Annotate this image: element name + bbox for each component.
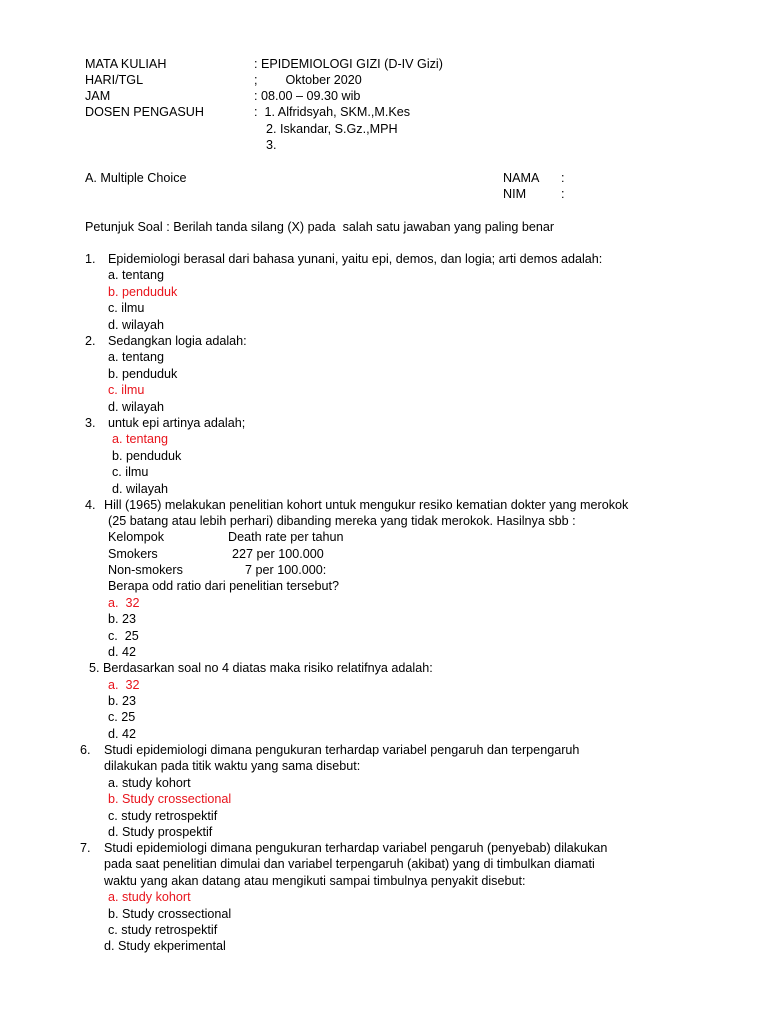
q6-option-c: c. study retrospektif bbox=[108, 809, 218, 823]
q4-table-r1c1: Smokers bbox=[108, 547, 158, 561]
q4-table-r1c2: 227 per 100.000 bbox=[232, 547, 324, 561]
q6-option-d: d. Study prospektif bbox=[108, 825, 213, 839]
q2-option-d: d. wilayah bbox=[108, 400, 165, 414]
q6-text-line1: Studi epidemiologi dimana pengukuran terhardap variabel pengaruh dan terpengaruh bbox=[104, 743, 580, 757]
q2-option-a: a. tentang bbox=[108, 350, 165, 364]
q1-number: 1. bbox=[85, 252, 96, 266]
q6-text-line2: dilakukan pada titik waktu yang sama disebut: bbox=[104, 759, 361, 773]
q2-text: Sedangkan logia adalah: bbox=[108, 334, 247, 348]
q4-option-a: a. 32 bbox=[108, 596, 140, 610]
q5-option-c: c. 25 bbox=[108, 710, 136, 724]
q3-option-d: d. wilayah bbox=[112, 482, 169, 496]
q4-table-r2c1: Non-smokers bbox=[108, 563, 183, 577]
q7-number: 7. bbox=[80, 841, 91, 855]
q6-option-a: a. study kohort bbox=[108, 776, 191, 790]
q5-option-a: a. 32 bbox=[108, 678, 140, 692]
q5-option-b: b. 23 bbox=[108, 694, 137, 708]
q1-text: Epidemiologi berasal dari bahasa yunani, yaitu epi, demos, dan logia; arti demos adalah: bbox=[108, 252, 603, 266]
mata-kuliah-label: MATA KULIAH bbox=[85, 57, 167, 71]
q4-option-d: d. 42 bbox=[108, 645, 137, 659]
q5-text: 5. Berdasarkan soal no 4 diatas maka risiko relatifnya adalah: bbox=[89, 661, 433, 675]
nim-label: NIM bbox=[503, 187, 527, 201]
q7-option-c: c. study retrospektif bbox=[108, 923, 218, 937]
q4-table-col1: Kelompok bbox=[108, 530, 165, 544]
q2-option-c: c. ilmu bbox=[108, 383, 145, 397]
q4-question: Berapa odd ratio dari penelitian tersebut? bbox=[108, 579, 340, 593]
q2-number: 2. bbox=[85, 334, 96, 348]
q7-text-line2: pada saat penelitian dimulai dan variabel terpengaruh (akibat) yang di timbulkan diamati bbox=[104, 857, 595, 871]
q7-text-line1: Studi epidemiologi dimana pengukuran terhardap variabel pengaruh (penyebab) dilakukan bbox=[104, 841, 608, 855]
q1-option-a: a. tentang bbox=[108, 268, 165, 282]
q1-option-b: b. penduduk bbox=[108, 285, 178, 299]
dosen-2: 2. Iskandar, S.Gz.,MPH bbox=[266, 122, 398, 136]
section-title: A. Multiple Choice bbox=[85, 171, 187, 185]
q1-option-d: d. wilayah bbox=[108, 318, 165, 332]
q4-number: 4. bbox=[85, 498, 96, 512]
hari-label: HARI/TGL bbox=[85, 73, 144, 87]
dosen-label: DOSEN PENGASUH bbox=[85, 105, 204, 119]
q3-option-c: c. ilmu bbox=[112, 465, 149, 479]
q4-text-line1: Hill (1965) melakukan penelitian kohort untuk mengukur resiko kematian dokter yang merokok bbox=[104, 498, 629, 512]
mata-kuliah-value: : EPIDEMIOLOGI GIZI (D-IV Gizi) bbox=[254, 57, 443, 71]
q6-option-b: b. Study crossectional bbox=[108, 792, 232, 806]
nama-label: NAMA bbox=[503, 171, 540, 185]
q7-text-line3: waktu yang akan datang atau mengikuti sampai timbulnya penyakit disebut: bbox=[104, 874, 526, 888]
q2-option-b: b. penduduk bbox=[108, 367, 178, 381]
nim-colon: : bbox=[561, 187, 565, 201]
q4-table-col2: Death rate per tahun bbox=[228, 530, 344, 544]
q4-option-c: c. 25 bbox=[108, 629, 139, 643]
dosen-1: : 1. Alfridsyah, SKM.,M.Kes bbox=[254, 105, 411, 119]
q3-text: untuk epi artinya adalah; bbox=[108, 416, 246, 430]
hari-value: ; Oktober 2020 bbox=[254, 73, 362, 87]
q6-number: 6. bbox=[80, 743, 91, 757]
q5-option-d: d. 42 bbox=[108, 727, 137, 741]
q4-text-line2: (25 batang atau lebih perhari) dibanding mereka yang tidak merokok. Hasilnya sbb : bbox=[108, 514, 576, 528]
q3-option-a: a. tentang bbox=[112, 432, 169, 446]
nama-colon: : bbox=[561, 171, 565, 185]
q4-option-b: b. 23 bbox=[108, 612, 137, 626]
q1-option-c: c. ilmu bbox=[108, 301, 145, 315]
q4-table-r2c2: 7 per 100.000: bbox=[245, 563, 327, 577]
q7-option-a: a. study kohort bbox=[108, 890, 191, 904]
q3-option-b: b. penduduk bbox=[112, 449, 182, 463]
dosen-3: 3. bbox=[266, 138, 277, 152]
jam-value: : 08.00 – 09.30 wib bbox=[254, 89, 361, 103]
instruction: Petunjuk Soal : Berilah tanda silang (X) pada salah satu jawaban yang paling benar bbox=[85, 220, 555, 234]
q3-number: 3. bbox=[85, 416, 96, 430]
jam-label: JAM bbox=[85, 89, 111, 103]
q7-option-b: b. Study crossectional bbox=[108, 907, 232, 921]
q7-option-d: d. Study ekperimental bbox=[104, 939, 226, 953]
